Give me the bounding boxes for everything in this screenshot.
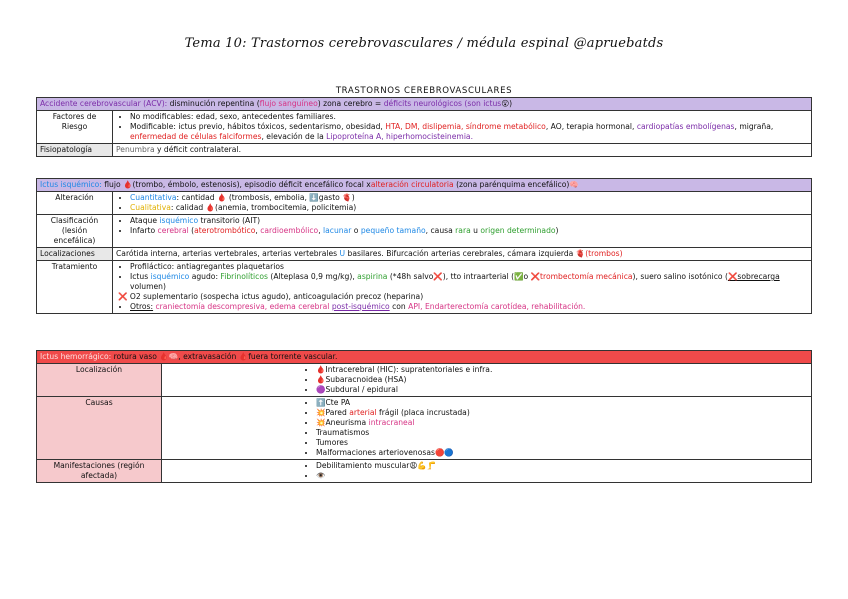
hemorragico-header-text: rotura vaso 🩸🧠, extravasación 🩸fuera torrente vascular. — [111, 352, 338, 361]
hem-localizacion-row — [37, 364, 812, 397]
acv-header-def: disminución repentina ( — [167, 99, 260, 108]
factor-text: Lipoproteína A, hiperhomocisteinemia. — [326, 132, 473, 141]
tratamiento-item — [130, 272, 808, 292]
tratamiento-label: Tratamiento — [37, 261, 113, 314]
hem-localizacion-item: • 🩸Intracerebral (HIC): supratentoriales e infra. — [316, 365, 808, 375]
clasif-text: transitorio (AIT) — [198, 216, 261, 225]
acv-table — [36, 97, 812, 157]
localizaciones-row — [37, 248, 812, 261]
hemorragico-header-row — [37, 351, 812, 364]
tratamiento-item: • Profiláctico: antiagregantes plaquetarios — [130, 262, 808, 272]
factor-item — [130, 122, 808, 142]
clasif-text: o — [351, 226, 361, 235]
localizaciones-cell — [113, 248, 812, 261]
hemorragico-block — [36, 350, 812, 483]
clasif-text: ) — [555, 226, 559, 235]
factor-text: cardiopatías embolígenas — [636, 122, 735, 131]
causas-cell — [162, 397, 812, 460]
trat-text: con — [389, 302, 409, 311]
alteracion-text: Cualitativa — [130, 203, 171, 212]
local-text: (trombos) — [585, 249, 623, 258]
clasif-text: isquémico — [159, 216, 199, 225]
isquemico-header-text: flujo 🩸(trombo, émbolo, estenosis), episodio déficit encefálico focal x — [101, 180, 371, 189]
hem-localizacion-cell — [162, 364, 812, 397]
clasificacion-item — [130, 226, 808, 236]
clasif-text: , — [255, 226, 261, 235]
tratamiento-note — [116, 292, 808, 302]
trat-text: craniectomía descompresiva, edema cerebral — [155, 302, 330, 311]
local-text: Carótida interna, arterias vertebrales, arterias vertebrales — [116, 249, 340, 258]
localizaciones-label: Localizaciones — [37, 248, 113, 261]
factor-text: , migraña, — [734, 122, 774, 131]
factores-row — [37, 111, 812, 144]
manifestaciones-label: Manifestaciones (región afectada) — [37, 460, 162, 483]
clasif-text: lacunar — [323, 226, 352, 235]
page-title: Tema 10: Trastornos cerebrovasculares / médula espinal @apruebatds — [184, 36, 664, 51]
local-text: U — [339, 249, 346, 258]
acv-header-label: Accidente cerebrovascular (ACV): — [40, 99, 168, 108]
fisio-penumbra: Penumbra — [116, 145, 155, 154]
alteracion-item — [130, 193, 808, 203]
clasif-text: ( — [188, 226, 195, 235]
acv-header-row — [37, 98, 812, 111]
alteracion-text: : cantidad 🩸 (trombosis, embolia, ⬇️gasto 🫀) — [176, 193, 355, 202]
trat-text: Otros: — [130, 302, 154, 311]
causa-item: • Malformaciones arteriovenosas🔴🔵 — [316, 448, 808, 458]
causa-text: intracraneal — [368, 418, 415, 427]
factores-cell — [113, 111, 812, 144]
acv-header-cell — [37, 98, 812, 111]
isquemico-header-label: Ictus isquémico: — [40, 180, 102, 189]
hemorragico-header-cell — [37, 351, 812, 364]
trat-text: agudo: — [189, 272, 221, 281]
trat-text: API, Endarterectomía carotídea, rehabilitación. — [408, 302, 586, 311]
trat-text: volumen) — [130, 282, 166, 291]
trat-text: post-isquémico — [331, 302, 390, 311]
causas-label: Causas — [37, 397, 162, 460]
trat-text: ), suero salino isotónico ( — [632, 272, 728, 281]
manifestaciones-row — [37, 460, 812, 483]
fisio-row — [37, 144, 812, 157]
manifestaciones-cell — [162, 460, 812, 483]
acv-header-flujo: flujo sanguíneo — [259, 99, 318, 108]
clasif-text: cardioembólico — [260, 226, 319, 235]
trat-text: (Alteplasa 0,9 mg/kg), — [267, 272, 358, 281]
tratamiento-item — [130, 302, 808, 312]
factor-text: , AO, terapia hormonal, — [545, 122, 637, 131]
clasif-text: u — [470, 226, 481, 235]
clasificacion-row — [37, 215, 812, 248]
alteracion-row — [37, 192, 812, 215]
factores-label: Factores de Riesgo — [37, 111, 113, 144]
clasif-text: cerebral — [157, 226, 189, 235]
fisio-cell — [113, 144, 812, 157]
isquemico-block — [36, 178, 812, 314]
manifestacion-item: • 👁️ — [316, 471, 808, 481]
clasif-text: origen determinado — [480, 226, 556, 235]
isquemico-header-text: alteración circulatoria — [370, 180, 454, 189]
clasif-text: Infarto — [130, 226, 158, 235]
cross-icon: ❌ — [118, 292, 130, 301]
clasificacion-item — [130, 216, 808, 226]
tratamiento-row — [37, 261, 812, 314]
alteracion-item — [130, 203, 808, 213]
causa-text: arterial — [349, 408, 377, 417]
trat-text: Fibrinolíticos — [220, 272, 268, 281]
factor-text: Modificable: ictus previo, hábitos tóxicos, sedentarismo, obesidad, — [130, 122, 386, 131]
clasif-text: , — [318, 226, 324, 235]
alteracion-text: Cuantitativa — [130, 193, 177, 202]
causa-text: 💥Pared — [316, 408, 350, 417]
clasificacion-label: Clasificación (lesión encefálica) — [37, 215, 113, 248]
fisio-label: Fisiopatología — [37, 144, 113, 157]
hem-localizacion-label: Localización — [37, 364, 162, 397]
alteracion-label: Alteración — [37, 192, 113, 215]
clasif-text: pequeño tamaño — [360, 226, 426, 235]
acv-header-deficits: déficits neurológicos (son ictus — [383, 99, 502, 108]
alteracion-text: : calidad 🩸(anemia, trombocitemia, policitemia) — [170, 203, 357, 212]
causas-row — [37, 397, 812, 460]
hemorragico-header-label: Ictus hemorrágico: — [40, 352, 112, 361]
factor-text: , elevación de la — [261, 132, 327, 141]
isquemico-table — [36, 178, 812, 314]
tratamiento-cell — [113, 261, 812, 314]
fisio-text: y déficit contralateral. — [154, 145, 241, 154]
hem-localizacion-item: • 🟣Subdural / epidural — [316, 385, 808, 395]
causa-item: • Tumores — [316, 438, 808, 448]
trat-text: Ictus — [130, 272, 151, 281]
hemorragico-table — [36, 350, 812, 483]
causa-item — [316, 408, 808, 418]
isquemico-header-text: (zona parénquima encefálico)🧠 — [453, 180, 579, 189]
clasif-text: aterotrombótico — [194, 226, 256, 235]
acv-header-mid: ) zona cerebro = — [317, 99, 384, 108]
acv-block — [36, 86, 812, 157]
clasif-text: rara — [455, 226, 471, 235]
clasificacion-cell — [113, 215, 812, 248]
causa-text: frágil (placa incrustada) — [376, 408, 470, 417]
causa-item: • Traumatismos — [316, 428, 808, 438]
trat-text: aspirina — [357, 272, 388, 281]
trat-text: isquémico — [150, 272, 190, 281]
acv-header-end: 😲) — [501, 99, 513, 108]
manifestacion-item: • Debilitamiento muscular😩💪🦵 — [316, 461, 808, 471]
trat-text: trombectomía mecánica — [540, 272, 633, 281]
clasif-text: , causa — [425, 226, 456, 235]
trat-text: O2 suplementario (sospecha ictus agudo), anticoagulación precoz (heparina) — [129, 292, 424, 301]
trat-text: ❌sobrecarga — [727, 272, 780, 281]
trat-text: (*48h salvo❌), tto intraarterial (✅o ❌ — [387, 272, 541, 281]
isquemico-header-cell — [37, 179, 812, 192]
factor-item: • No modificables: edad, sexo, antecedentes familiares. — [130, 112, 808, 122]
causa-item: • ⬆️Cte PA — [316, 398, 808, 408]
causa-text: 💥Aneurisma — [316, 418, 369, 427]
section-heading: TRASTORNOS CEREBROVASCULARES — [335, 86, 513, 96]
causa-item — [316, 418, 808, 428]
factor-text: HTA, DM, dislipemia, síndrome metabólico — [385, 122, 546, 131]
factor-text: enfermedad de células falciformes — [130, 132, 262, 141]
isquemico-header-row — [37, 179, 812, 192]
alteracion-cell — [113, 192, 812, 215]
hem-localizacion-item: • 🩸Subaracnoidea (HSA) — [316, 375, 808, 385]
clasif-text: Ataque — [130, 216, 160, 225]
local-text: basilares. Bifurcación arterias cerebrales, cámara izquierda 🫀 — [345, 249, 586, 258]
